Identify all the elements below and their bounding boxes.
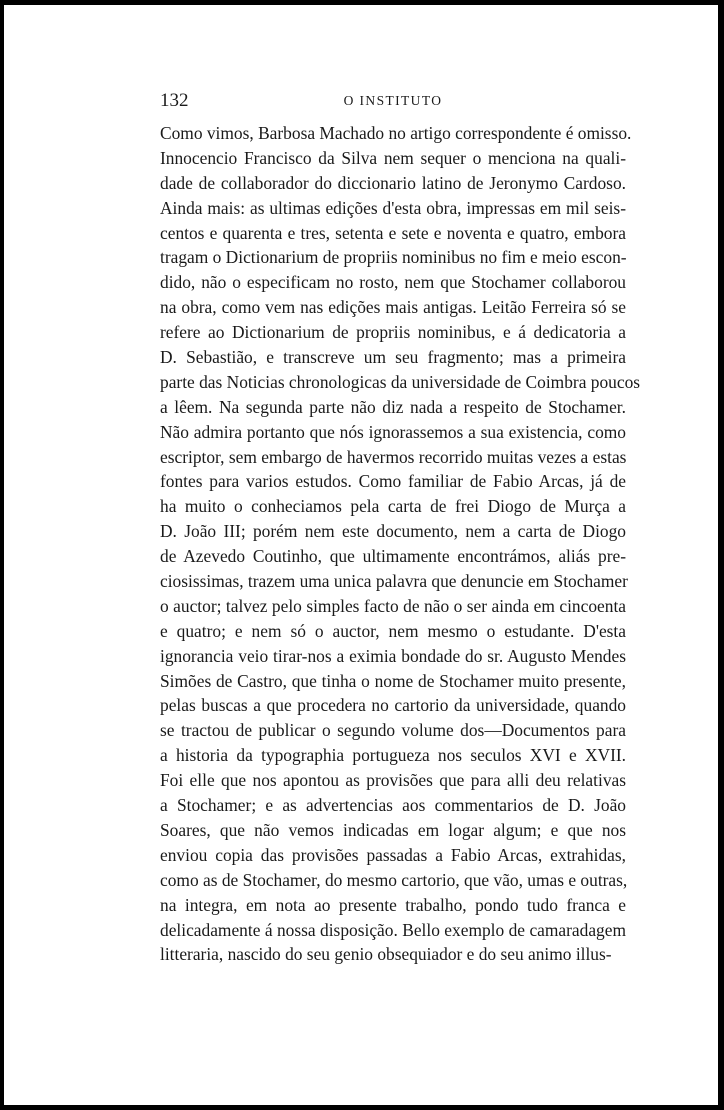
text-line: como as de Stochamer, do mesmo cartorio, que vão, umas e outras, xyxy=(160,869,628,890)
page-header xyxy=(160,90,626,114)
text-line: a lêem. Na segunda parte não diz nada a respeito de Stochamer. xyxy=(160,396,626,417)
text-line: ciosissimas, trazem uma unica palavra que denuncie em Stochamer xyxy=(160,571,628,592)
book-page xyxy=(160,90,641,967)
text-line: tragam o Dictionarium de propriis nominibus no fim e meio escon- xyxy=(160,247,627,268)
text-line: Ainda mais: as ultimas edições d'esta obra, impressas em mil seis- xyxy=(160,197,626,218)
text-line: Não admira portanto que nós ignorassemos a sua existencia, como xyxy=(160,421,626,442)
text-line: dade de collaborador do diccionario latino de Jeronymo Cardoso. xyxy=(160,172,626,193)
text-line: fontes para varios estudos. Como familiar de Fabio Arcas, já de xyxy=(160,471,626,492)
text-line: refere ao Dictionarium de propriis nominibus, e á dedicatoria a xyxy=(160,322,626,343)
text-line: Simões de Castro, que tinha o nome de Stochamer muito presente, xyxy=(160,670,626,691)
text-line: D. Sebastião, e transcreve um seu fragmento; mas a primeira xyxy=(160,347,626,368)
text-line: o auctor; talvez pelo simples facto de não o ser ainda em cincoenta xyxy=(160,595,626,616)
text-line: de Azevedo Coutinho, que ultimamente encontrámos, aliás pre- xyxy=(160,546,626,567)
text-line: Innocencio Francisco da Silva nem sequer o menciona na quali- xyxy=(160,147,626,168)
text-line: ignorancia veio tirar-nos a eximia bondade do sr. Augusto Mendes xyxy=(160,645,626,666)
text-line: D. João III; porém nem este documento, nem a carta de Diogo xyxy=(160,521,626,542)
running-title: O INSTITUTO xyxy=(343,93,443,108)
text-line: a Stochamer; e as advertencias aos commentarios de D. João xyxy=(160,795,626,816)
text-line: dido, não o especificam no rosto, nem que Stochamer collaborou xyxy=(160,272,626,293)
text-line: Foi elle que nos apontou as provisões que para alli deu relativas xyxy=(160,770,626,791)
text-line: centos e quarenta e tres, setenta e sete e noventa e quatro, embora xyxy=(160,222,626,243)
page-number: 132 xyxy=(160,90,189,111)
text-line: na integra, em nota ao presente trabalho, pondo tudo franca e xyxy=(160,894,626,915)
text-line: e quatro; e nem só o auctor, nem mesmo o estudante. D'esta xyxy=(160,620,626,641)
text-line: a historia da typographia portugueza nos seculos XVI e XVII. xyxy=(160,745,626,766)
text-line: se tractou de publicar o segundo volume dos—Documentos para xyxy=(160,720,626,741)
text-line: na obra, como vem nas edições mais antigas. Leitão Ferreira só se xyxy=(160,297,626,318)
text-line: litteraria, nascido do seu genio obsequiador e do seu animo illus- xyxy=(160,944,612,965)
text-line: enviou copia das provisões passadas a Fabio Arcas, extrahidas, xyxy=(160,844,626,865)
text-line: Soares, que não vemos indicadas em logar algum; e que nos xyxy=(160,819,626,840)
text-line: Como vimos, Barbosa Machado no artigo correspondente é omisso. xyxy=(160,123,632,143)
text-line: parte das Noticias chronologicas da universidade de Coimbra poucos xyxy=(160,371,641,392)
text-line: delicadamente á nossa disposição. Bello exemplo de camaradagem xyxy=(160,919,626,940)
body-text xyxy=(160,121,641,967)
text-line: ha muito o conheciamos pela carta de frei Diogo de Murça a xyxy=(160,496,626,517)
text-line: escriptor, sem embargo de havermos recorrido muitas vezes a estas xyxy=(160,446,627,467)
text-line: pelas buscas a que procedera no cartorio da universidade, quando xyxy=(160,695,626,716)
